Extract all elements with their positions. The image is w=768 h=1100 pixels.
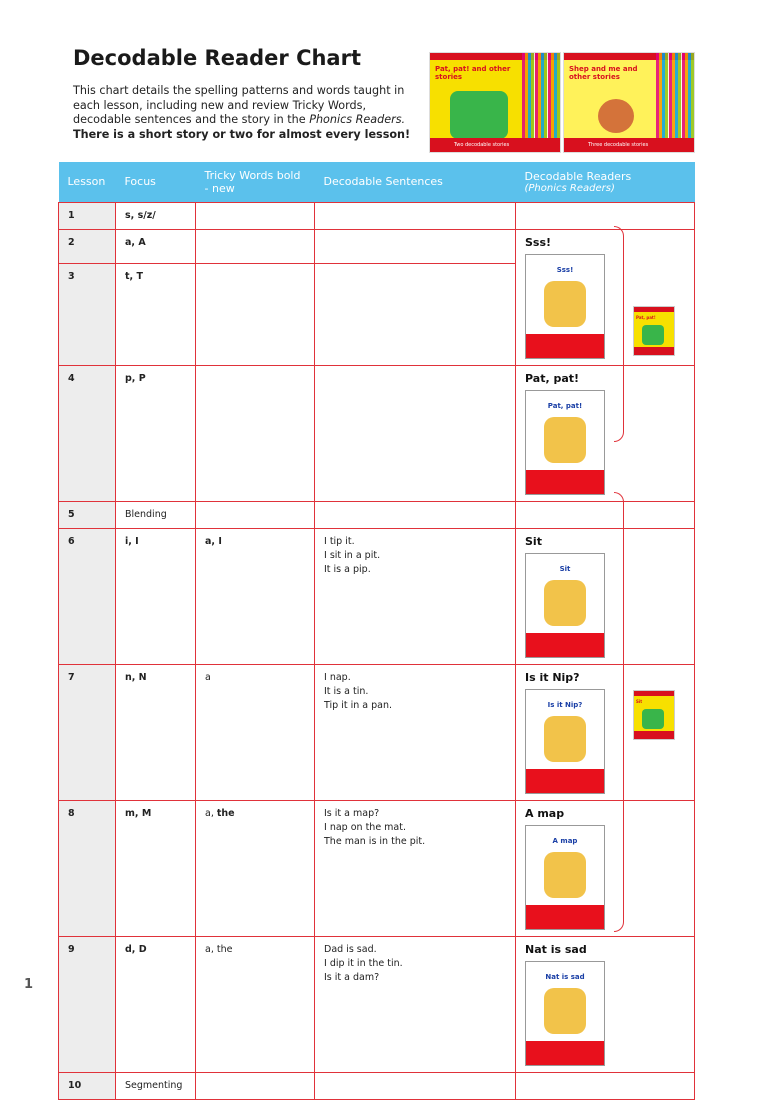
- cover-title: Pat, pat! and other stories: [435, 65, 511, 81]
- readers-cell: [516, 528, 695, 664]
- tricky-words-cell: [196, 501, 315, 528]
- mini-cover-pat-pat: Pat, pat!: [633, 306, 675, 356]
- focus-cell: n, N: [116, 664, 196, 800]
- header-decodable-sentences: Decodable Sentences: [315, 162, 516, 202]
- tricky-word-review: a, the: [205, 943, 233, 955]
- lesson-number: 4: [59, 365, 116, 501]
- readers-cell: [516, 800, 695, 936]
- sentence-line: I sit in a pit.: [324, 549, 381, 561]
- sentences-cell: [315, 936, 516, 1072]
- sentence-line: The man is in the pit.: [324, 835, 426, 847]
- tricky-words-cell: [196, 202, 315, 229]
- book-title: Nat is sad: [545, 972, 585, 981]
- bracket-lessons-1-4: [614, 226, 624, 442]
- tricky-words-cell: [196, 936, 315, 1072]
- sentence-line: Tip it in a pan.: [324, 699, 392, 711]
- readers-cell: [516, 365, 695, 501]
- book-illustration: [544, 852, 586, 898]
- reader-title: Nat is sad: [525, 942, 587, 956]
- table-row: [59, 1072, 695, 1099]
- header-lesson: Lesson: [59, 162, 116, 202]
- tricky-words-cell: [196, 664, 315, 800]
- reader-title: Pat, pat!: [525, 371, 580, 385]
- table-row: [59, 229, 695, 263]
- tricky-words-cell: [196, 800, 315, 936]
- lesson-number: 10: [59, 1072, 116, 1099]
- focus-cell: m, M: [116, 800, 196, 936]
- reader-book-cover: [525, 390, 605, 495]
- tricky-words-cell: [196, 528, 315, 664]
- reader-book-cover: [525, 689, 605, 794]
- book-illustration: [544, 716, 586, 762]
- table-row: [59, 365, 695, 501]
- readers-cell: [516, 1072, 695, 1099]
- reader-title: Sit: [525, 534, 542, 548]
- sentence-line: I tip it.: [324, 535, 355, 547]
- decodable-reader-table: [58, 162, 695, 1100]
- header-readers-sub: (Phonics Readers): [524, 182, 615, 194]
- focus-cell: Segmenting: [116, 1072, 196, 1099]
- reader-book-cover: [525, 254, 605, 359]
- header-readers-label: Decodable Readers: [524, 169, 632, 183]
- focus-cell: d, D: [116, 936, 196, 1072]
- sentences-cell: [315, 1072, 516, 1099]
- tricky-words-cell: [196, 365, 315, 501]
- bracket-lessons-6-9: [614, 492, 624, 932]
- tricky-words-cell: [196, 229, 315, 263]
- table-row: [59, 664, 695, 800]
- page-number: 1: [24, 977, 34, 992]
- sentences-cell: [315, 263, 516, 365]
- reader-book-cover: [525, 825, 605, 930]
- tricky-word-review: a: [205, 671, 211, 683]
- table-header-row: [59, 162, 695, 202]
- lesson-number: 1: [59, 202, 116, 229]
- sentences-cell: [315, 365, 516, 501]
- header-decodable-readers: [516, 162, 695, 202]
- sentence-line: It is a tin.: [324, 685, 369, 697]
- focus-cell: p, P: [116, 365, 196, 501]
- page-title: Decodable Reader Chart: [73, 46, 361, 70]
- lesson-number: 8: [59, 800, 116, 936]
- mini-cover-sit: Sit: [633, 690, 675, 740]
- cover-title: Shep and me and other stories: [569, 65, 638, 81]
- tricky-word-new: a, I: [205, 535, 222, 547]
- intro-italic: Phonics Readers.: [309, 113, 406, 127]
- intro-text: This chart details the spelling patterns and words taught in each lesson, including new and review Tricky Words, decodable sentences and the story in the: [73, 84, 405, 127]
- lesson-number: 3: [59, 263, 116, 365]
- sentence-line: I nap on the mat.: [324, 821, 406, 833]
- readers-cell: [516, 501, 695, 528]
- cover-footer: Two decodable stories: [430, 138, 560, 152]
- readers-cell: [516, 202, 695, 229]
- lesson-number: 7: [59, 664, 116, 800]
- focus-cell: Blending: [116, 501, 196, 528]
- book-title: Is it Nip?: [547, 700, 583, 709]
- cover-footer: Three decodable stories: [564, 138, 694, 152]
- book-cover-shep-and-me: [563, 52, 695, 153]
- table-row: [59, 501, 695, 528]
- sentences-cell: [315, 664, 516, 800]
- focus-cell: s, s/z/: [116, 202, 196, 229]
- sentences-cell: [315, 501, 516, 528]
- intro-bold: There is a short story or two for almost every lesson!: [73, 127, 411, 141]
- sentences-cell: [315, 229, 516, 263]
- focus-cell: i, I: [116, 528, 196, 664]
- lesson-number: 6: [59, 528, 116, 664]
- reader-title: A map: [525, 806, 565, 820]
- book-title: Sss!: [556, 265, 574, 274]
- lesson-number: 5: [59, 501, 116, 528]
- book-cover-pat-pat: [429, 52, 561, 153]
- readers-cell: [516, 936, 695, 1072]
- tricky-word-review: a,: [205, 807, 214, 819]
- sentences-cell: [315, 800, 516, 936]
- book-title: Sit: [559, 564, 571, 573]
- focus-cell: t, T: [116, 263, 196, 365]
- sentence-line: Dad is sad.: [324, 943, 377, 955]
- book-title: Pat, pat!: [547, 401, 583, 410]
- book-illustration: [544, 417, 586, 463]
- sentence-line: Is it a dam?: [324, 971, 380, 983]
- header-tricky-words: Tricky Words bold - new: [196, 162, 315, 202]
- sentences-cell: [315, 528, 516, 664]
- reader-title: Sss!: [525, 235, 552, 249]
- sentence-line: It is a pip.: [324, 563, 371, 575]
- tricky-words-cell: [196, 1072, 315, 1099]
- book-illustration: [544, 580, 586, 626]
- book-illustration: [544, 281, 586, 327]
- table-row: [59, 800, 695, 936]
- reader-title: Is it Nip?: [525, 670, 580, 684]
- table-row: [59, 936, 695, 1072]
- sentence-line: I dip it in the tin.: [324, 957, 403, 969]
- reader-book-cover: [525, 553, 605, 658]
- sentence-line: I nap.: [324, 671, 351, 683]
- reader-book-cover: [525, 961, 605, 1066]
- sentences-cell: [315, 202, 516, 229]
- table-row: [59, 528, 695, 664]
- book-illustration: [544, 988, 586, 1034]
- sentence-line: Is it a map?: [324, 807, 380, 819]
- table-row: [59, 202, 695, 229]
- lesson-number: 2: [59, 229, 116, 263]
- focus-cell: a, A: [116, 229, 196, 263]
- lesson-number: 9: [59, 936, 116, 1072]
- book-title: A map: [552, 836, 578, 845]
- header-focus: Focus: [116, 162, 196, 202]
- intro-paragraph: [73, 84, 413, 142]
- tricky-words-cell: [196, 263, 315, 365]
- tricky-word-new: the: [216, 807, 235, 819]
